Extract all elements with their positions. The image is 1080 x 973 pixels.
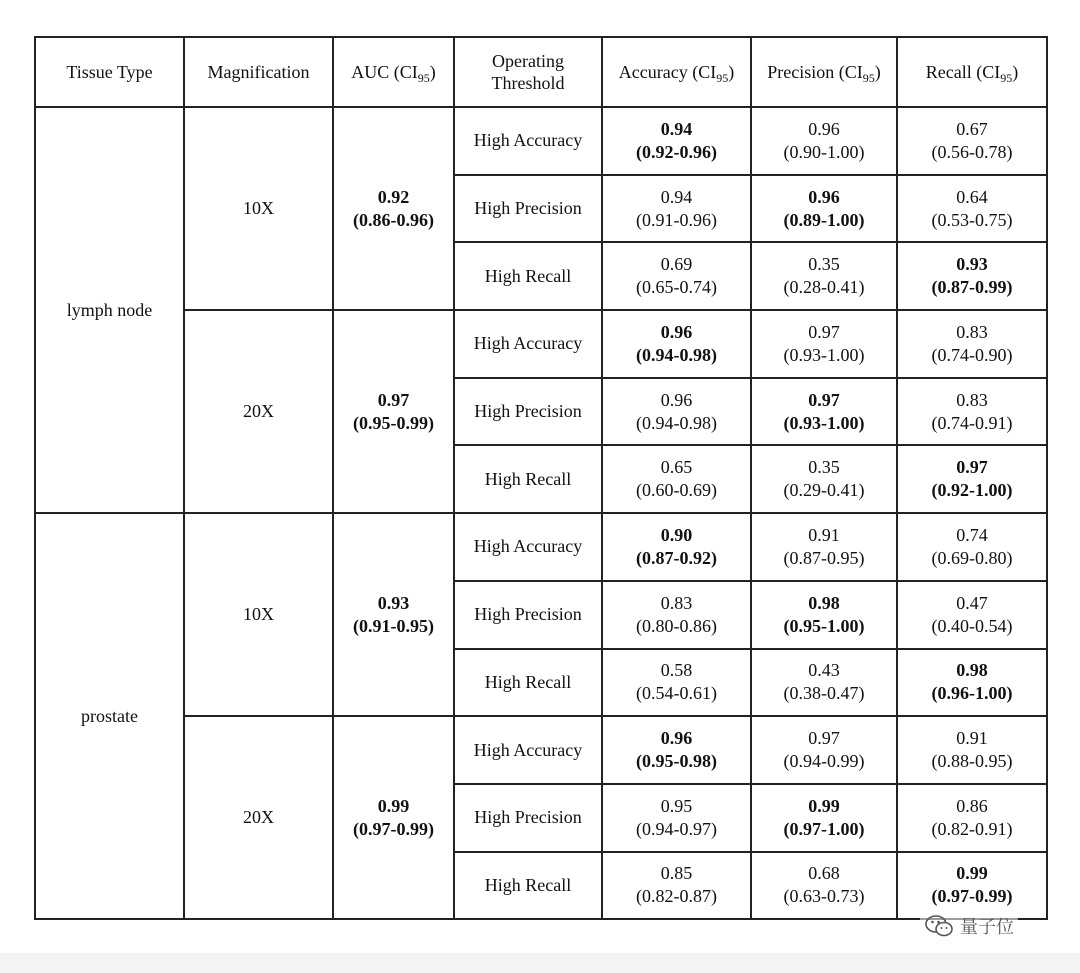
precision-cell [751,852,897,920]
precision-cell [751,378,897,446]
magnification-label: 10X [243,198,274,219]
accuracy-cell [602,716,751,784]
table-row [35,513,1047,581]
recall-ci: (0.69-0.80) [931,547,1013,568]
recall-value: 0.93 [956,254,988,275]
precision-cell [751,513,897,581]
watermark [920,912,1018,940]
precision-value: 0.35 [808,457,840,478]
threshold-cell [454,852,602,920]
col-header-auc: AUC $(CI_{95})$ [333,37,454,107]
col-header-accuracy: Accuracy $(CI_{95})$ [602,37,751,107]
recall-cell [897,378,1047,446]
recall-ci: (0.74-0.90) [931,344,1013,365]
precision-ci: (0.89-1.00) [783,209,865,230]
wechat-icon [924,914,954,938]
accuracy-cell [602,378,751,446]
precision-cell [751,310,897,378]
accuracy-cell [602,175,751,243]
accuracy-ci: (0.54-0.61) [636,683,717,704]
precision-value: 0.96 [808,118,840,139]
precision-value: 0.43 [808,660,840,681]
auc-ci: (0.91-0.95) [353,615,434,636]
recall-value: 0.99 [956,863,988,884]
precision-value: 0.35 [808,254,840,275]
accuracy-cell [602,445,751,513]
threshold-label: High Recall [484,468,572,489]
precision-cell [751,784,897,852]
accuracy-cell [602,581,751,649]
auc-cell [333,513,454,716]
precision-ci: (0.63-0.73) [783,886,865,907]
accuracy-cell [602,649,751,717]
accuracy-value: 0.96 [660,321,693,342]
threshold-cell [454,513,602,581]
threshold-cell [454,649,602,717]
threshold-label: High Recall [484,265,572,286]
table-row [35,716,1047,784]
precision-ci: (0.93-1.00) [783,412,865,433]
threshold-cell [454,445,602,513]
threshold-label: High Recall [484,671,572,692]
recall-ci: (0.92-1.00) [931,480,1013,501]
col-header-operating-threshold: Operating Threshold [454,37,602,107]
recall-cell [897,242,1047,310]
col-header-tissue-type: Tissue Type [35,37,184,107]
magnification-cell [184,716,333,919]
threshold-label: High Accuracy [473,536,583,557]
auc-value: 0.99 [377,795,410,816]
precision-cell [751,716,897,784]
precision-cell [751,242,897,310]
accuracy-value: 0.85 [660,863,693,884]
results-table [34,36,1048,920]
recall-value: 0.98 [956,660,988,681]
recall-value: 0.47 [956,592,988,613]
recall-value: 0.83 [956,389,988,410]
auc-cell [333,716,454,919]
accuracy-value: 0.94 [660,186,693,207]
precision-value: 0.96 [808,186,840,207]
precision-value: 0.97 [808,389,840,410]
table-header [35,37,1047,107]
threshold-label: High Precision [474,198,582,219]
threshold-cell [454,107,602,175]
precision-ci: (0.94-0.99) [783,751,865,772]
threshold-label: High Accuracy [473,130,583,151]
accuracy-cell [602,784,751,852]
accuracy-value: 0.96 [660,389,693,410]
magnification-label: 20X [243,807,274,828]
magnification-cell [184,107,333,310]
magnification-cell [184,513,333,716]
recall-ci: (0.56-0.78) [931,141,1013,162]
recall-ci: (0.97-0.99) [931,886,1013,907]
precision-ci: (0.87-0.95) [783,547,865,568]
precision-value: 0.68 [808,863,840,884]
precision-value: 0.99 [808,795,840,816]
table-row [35,107,1047,175]
col-header-magnification: Magnification [184,37,333,107]
accuracy-value: 0.90 [660,524,693,545]
recall-value: 0.91 [956,728,988,749]
accuracy-ci: (0.95-0.98) [636,751,717,772]
recall-value: 0.67 [956,118,988,139]
recall-ci: (0.87-0.99) [931,277,1013,298]
auc-value: 0.92 [377,186,410,207]
tissue-type-label: prostate [81,705,138,726]
table-body [35,107,1047,919]
auc-value: 0.93 [377,592,410,613]
threshold-label: High Precision [474,604,582,625]
precision-ci: (0.90-1.00) [783,141,865,162]
threshold-cell [454,310,602,378]
recall-cell [897,107,1047,175]
accuracy-value: 0.65 [660,457,693,478]
threshold-label: High Recall [484,874,572,895]
precision-cell [751,445,897,513]
accuracy-ci: (0.60-0.69) [636,480,717,501]
accuracy-cell [602,852,751,920]
auc-ci: (0.97-0.99) [353,818,434,839]
recall-cell [897,581,1047,649]
precision-ci: (0.97-1.00) [783,818,865,839]
accuracy-ci: (0.94-0.97) [636,818,717,839]
accuracy-ci: (0.87-0.92) [636,547,717,568]
magnification-label: 20X [243,401,274,422]
recall-value: 0.83 [956,321,988,342]
precision-value: 0.91 [808,524,840,545]
auc-cell [333,107,454,310]
threshold-cell [454,716,602,784]
accuracy-cell [602,513,751,581]
accuracy-ci: (0.94-0.98) [636,344,717,365]
precision-cell [751,107,897,175]
accuracy-value: 0.69 [660,254,693,275]
recall-ci: (0.40-0.54) [931,615,1013,636]
precision-ci: (0.28-0.41) [783,277,865,298]
accuracy-value: 0.58 [660,660,693,681]
precision-cell [751,175,897,243]
recall-value: 0.86 [956,795,988,816]
recall-value: 0.64 [956,186,988,207]
recall-cell [897,784,1047,852]
col-header-precision: Precision $(CI_{95})$ [751,37,897,107]
threshold-cell [454,175,602,243]
accuracy-value: 0.83 [660,592,693,613]
tissue-type-label: lymph node [66,299,153,320]
threshold-cell [454,784,602,852]
threshold-cell [454,581,602,649]
recall-cell [897,445,1047,513]
accuracy-ci: (0.82-0.87) [636,886,717,907]
recall-ci: (0.53-0.75) [931,209,1013,230]
recall-ci: (0.82-0.91) [931,818,1013,839]
recall-value: 0.97 [956,457,988,478]
bottom-bar [0,953,1080,973]
precision-value: 0.97 [808,321,840,342]
recall-cell [897,175,1047,243]
threshold-label: High Precision [474,401,582,422]
accuracy-ci: (0.80-0.86) [636,615,717,636]
threshold-label: High Precision [474,807,582,828]
watermark-text: 量子位 [960,917,1014,938]
recall-ci: (0.88-0.95) [931,751,1013,772]
precision-ci: (0.93-1.00) [783,344,865,365]
auc-ci: (0.86-0.96) [353,209,434,230]
magnification-label: 10X [243,604,274,625]
recall-cell [897,310,1047,378]
col-header-recall: Recall $(CI_{95})$ [897,37,1047,107]
auc-ci: (0.95-0.99) [353,412,434,433]
precision-ci: (0.29-0.41) [783,480,865,501]
recall-cell [897,852,1047,920]
accuracy-ci: (0.92-0.96) [636,141,717,162]
magnification-cell [184,310,333,513]
recall-cell [897,716,1047,784]
accuracy-value: 0.94 [660,118,693,139]
accuracy-ci: (0.91-0.96) [636,209,717,230]
recall-ci: (0.96-1.00) [931,683,1013,704]
accuracy-cell [602,107,751,175]
auc-value: 0.97 [377,389,410,410]
auc-cell [333,310,454,513]
precision-ci: (0.95-1.00) [783,615,865,636]
precision-cell [751,581,897,649]
tissue-type-cell [35,513,184,919]
accuracy-cell [602,242,751,310]
accuracy-ci: (0.65-0.74) [636,277,717,298]
precision-cell [751,649,897,717]
header-row [35,37,1047,107]
table-row [35,310,1047,378]
accuracy-ci: (0.94-0.98) [636,412,717,433]
accuracy-value: 0.95 [660,795,693,816]
threshold-label: High Accuracy [473,739,583,760]
threshold-cell [454,242,602,310]
recall-cell [897,649,1047,717]
accuracy-cell [602,310,751,378]
threshold-cell [454,378,602,446]
recall-ci: (0.74-0.91) [931,412,1013,433]
recall-value: 0.74 [956,524,988,545]
precision-ci: (0.38-0.47) [783,683,865,704]
tissue-type-cell [35,107,184,513]
precision-value: 0.98 [808,592,840,613]
recall-cell [897,513,1047,581]
precision-value: 0.97 [808,728,840,749]
threshold-label: High Accuracy [473,333,583,354]
accuracy-value: 0.96 [660,728,693,749]
